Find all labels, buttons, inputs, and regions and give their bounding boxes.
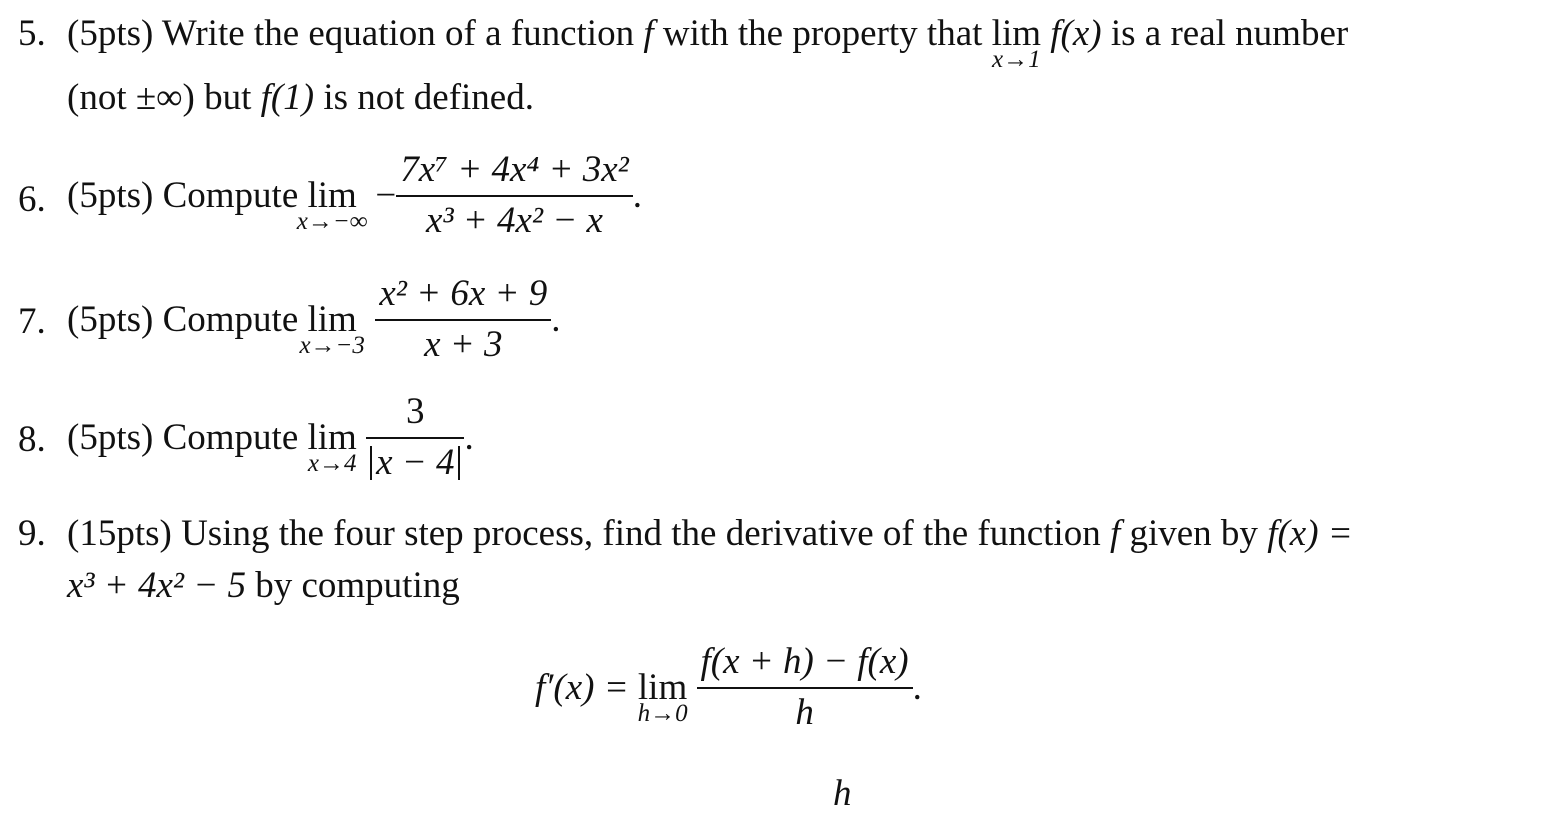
function-value: f(1) bbox=[260, 77, 315, 118]
points: (5pts) bbox=[67, 13, 154, 54]
lim-word: lim bbox=[307, 298, 357, 340]
points: (15pts) bbox=[67, 513, 172, 554]
lim-word: lim bbox=[307, 174, 357, 216]
derivative-definition bbox=[535, 640, 922, 734]
numerator: 7x⁷ + 4x⁴ + 3x² bbox=[400, 149, 629, 190]
difference-quotient bbox=[697, 640, 913, 734]
denominator bbox=[366, 441, 464, 484]
limit-subscript: x→4 bbox=[307, 449, 357, 477]
fraction-bar bbox=[375, 319, 551, 321]
fraction bbox=[375, 272, 551, 366]
lim-word: lim bbox=[991, 13, 1042, 54]
fraction-bar bbox=[396, 195, 633, 197]
limit-subscript: x→−3 bbox=[299, 331, 365, 359]
problem-text-line1 bbox=[67, 12, 1349, 73]
statement-part: given by bbox=[1129, 513, 1258, 554]
lim-word: lim bbox=[637, 666, 688, 708]
period: . bbox=[551, 298, 561, 340]
polynomial: x³ + 4x² − 5 bbox=[67, 565, 246, 606]
denominator: h bbox=[795, 692, 814, 733]
period: . bbox=[464, 416, 474, 458]
problem-text bbox=[67, 148, 642, 242]
statement-part: Write the equation of a function bbox=[161, 13, 635, 54]
fraction-bar bbox=[697, 687, 913, 689]
problem-text-line1 bbox=[67, 512, 1353, 555]
function-definition-lhs: f(x) = bbox=[1267, 513, 1353, 554]
limit-operator bbox=[299, 298, 365, 359]
points: (5pts) bbox=[67, 174, 154, 216]
numerator: 3 bbox=[406, 391, 425, 432]
limit-subscript: x→−∞ bbox=[296, 207, 368, 235]
numerator: f(x + h) − f(x) bbox=[700, 641, 909, 682]
limit-operator bbox=[307, 416, 357, 477]
fraction-bar bbox=[366, 437, 464, 439]
statement-part: is a real number bbox=[1110, 13, 1349, 54]
statement-part: by computing bbox=[255, 565, 460, 606]
minus-sign: − bbox=[375, 174, 397, 216]
limit-operator bbox=[991, 12, 1042, 73]
statement-part: with the property that bbox=[662, 13, 983, 54]
denominator: x + 3 bbox=[424, 324, 503, 365]
problem-text-line2 bbox=[67, 564, 460, 607]
statement-part: Using the four step process, find the derivative of the function bbox=[181, 513, 1101, 554]
fraction bbox=[396, 148, 633, 242]
numerator: x² + 6x + 9 bbox=[379, 273, 548, 314]
points: (5pts) bbox=[67, 416, 154, 458]
problem-number: 9. bbox=[18, 513, 46, 554]
verb: Compute bbox=[162, 298, 299, 340]
verb: Compute bbox=[162, 174, 299, 216]
fraction bbox=[366, 390, 464, 484]
problem-number: 5. bbox=[18, 13, 46, 54]
limit-subscript: x→1 bbox=[992, 46, 1041, 73]
lim-word: lim bbox=[307, 416, 357, 458]
limit-expression: f(x) bbox=[1050, 13, 1102, 54]
limit-operator bbox=[637, 666, 688, 727]
denominator: x³ + 4x² − x bbox=[426, 200, 603, 241]
problem-number: 8. bbox=[18, 419, 46, 460]
limit-subscript: h→0 bbox=[637, 699, 688, 727]
absolute-value: x − 4 bbox=[370, 446, 460, 480]
verb: Compute bbox=[162, 416, 299, 458]
cut-off-glyph: h bbox=[833, 773, 852, 814]
statement-part: (not ±∞) but bbox=[67, 77, 252, 118]
limit-operator bbox=[296, 174, 368, 235]
problem-text-line2 bbox=[67, 76, 534, 119]
function-symbol: f bbox=[1109, 513, 1121, 554]
problem-number: 6. bbox=[18, 179, 46, 220]
problem-number: 7. bbox=[18, 301, 46, 342]
derivative-lhs: f′(x) = bbox=[535, 666, 629, 708]
period: . bbox=[632, 174, 642, 216]
problem-text bbox=[67, 390, 474, 484]
points: (5pts) bbox=[67, 298, 154, 340]
period: . bbox=[912, 666, 922, 708]
statement-part: is not defined. bbox=[323, 77, 534, 118]
function-symbol: f bbox=[643, 13, 654, 54]
problem-text bbox=[67, 272, 560, 366]
